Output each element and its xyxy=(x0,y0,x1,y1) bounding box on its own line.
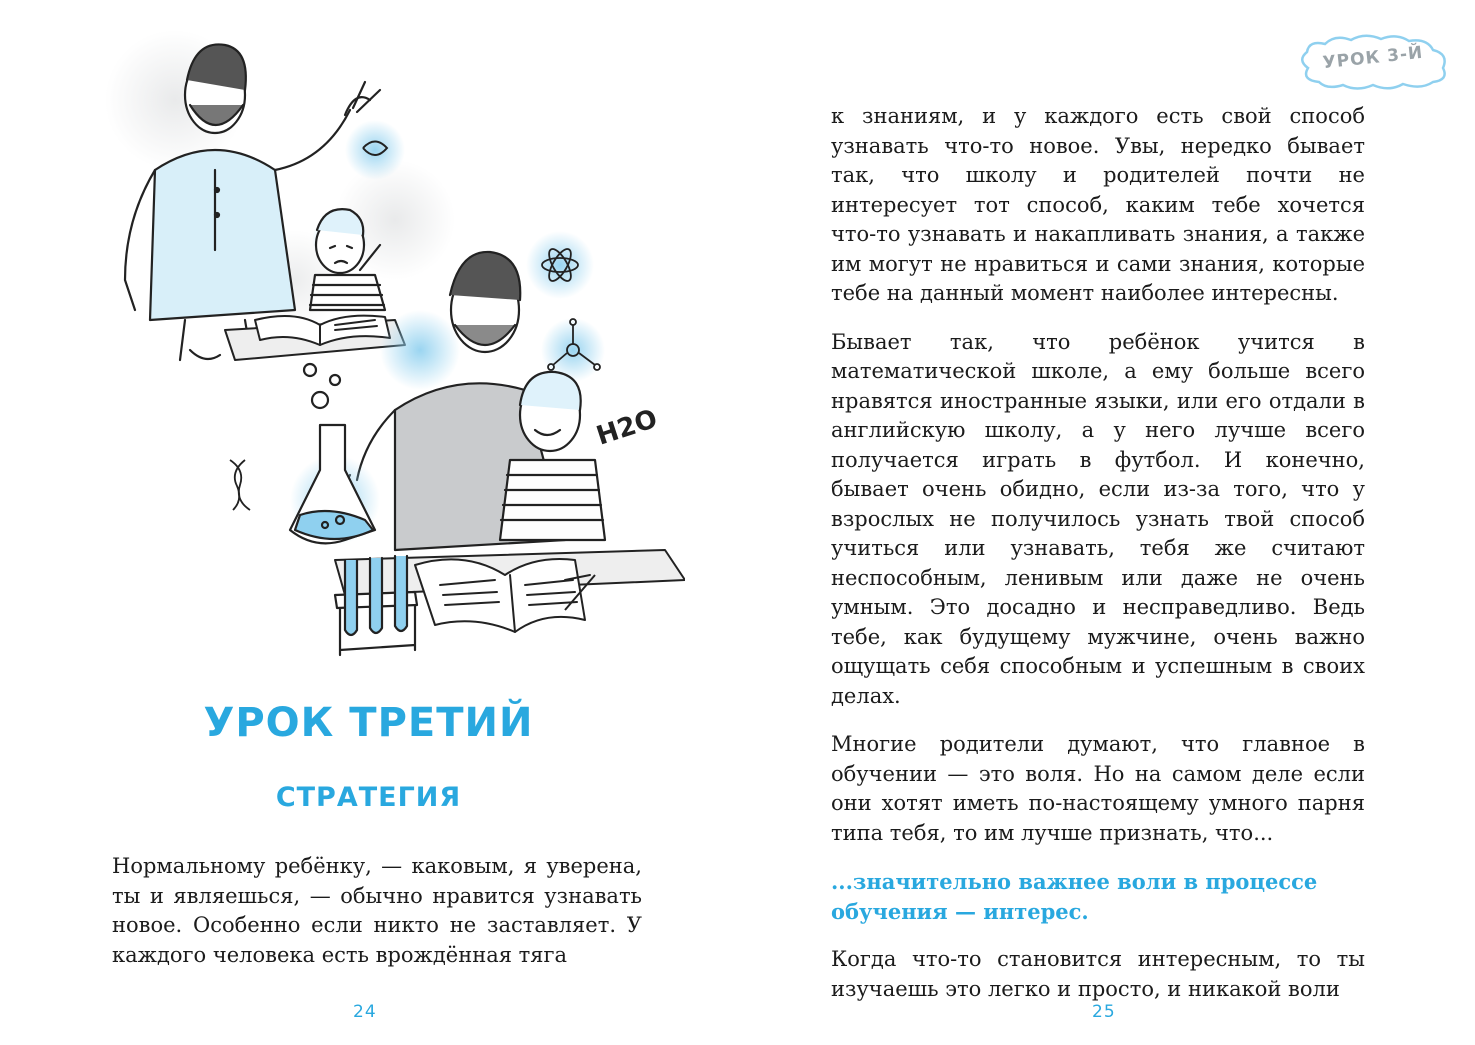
lesson-illustration xyxy=(95,20,685,680)
table-book xyxy=(225,316,405,360)
right-paragraph-2: Бывает так, что ребёнок учится в математической школе, а ему больше всего нравятся иностранные языки, или его отдали в английскую школу, а у него лучше всего получается играть в футбол. И конечно, бывает очень обидно, если из-за того, что у взрослых не получилось узнать твой способ учиться или узнавать, тебя же считают неспособным, ленивым или даже не очень умным. Это досадно и несправедливо. Ведь тебе, как будущему мужчине, очень важно ощущать себя способным и успешным в своих делах. xyxy=(831,329,1365,708)
test-tubes xyxy=(335,556,417,655)
desk-book xyxy=(335,550,685,632)
lesson-badge-text: УРОК 3-Й xyxy=(1321,42,1425,74)
left-paragraph: Нормальному ребёнку, — каковым, я уверена, ты и являешься, — обычно нравится узнавать новое. Особенно если никто не заставляет. У каждого человека есть врождённая тяга xyxy=(112,854,642,967)
lesson-title: УРОК ТРЕТИЙ xyxy=(203,700,534,746)
left-page xyxy=(0,0,737,1045)
dna-icon xyxy=(230,460,250,510)
highlight-quote: ...значительно важнее воли в процессе обучения — интерес. xyxy=(831,869,1318,924)
page-number-right: 25 xyxy=(1092,1002,1116,1022)
right-paragraph-1: к знаниям, и у каждого есть свой способ узнавать что-то новое. Увы, нередко бывает так, что школу и родителей почти не интересует тот способ, каким тебе хочется что-то узнавать и накапливать знания, а также им могут не нравиться и сами знания, которые тебе на данный момент наиболее интересны. xyxy=(831,104,1365,305)
right-paragraph-4: Когда что-то становится интересным, то ты изучаешь это легко и просто, и никакой воли xyxy=(831,947,1365,1001)
right-paragraph-3: Многие родители думают, что главное в обучении — это воля. Но на самом деле если они хотят иметь по-настоящему умного парня типа тебя, то им лучше признать, что... xyxy=(831,732,1365,845)
right-page xyxy=(737,0,1475,1045)
right-text-column xyxy=(831,102,1365,1023)
h2o-label: H2O xyxy=(592,403,662,452)
lesson-subtitle: СТРАТЕГИЯ xyxy=(275,782,462,813)
flask xyxy=(290,364,380,545)
page-number-left: 24 xyxy=(353,1002,377,1022)
